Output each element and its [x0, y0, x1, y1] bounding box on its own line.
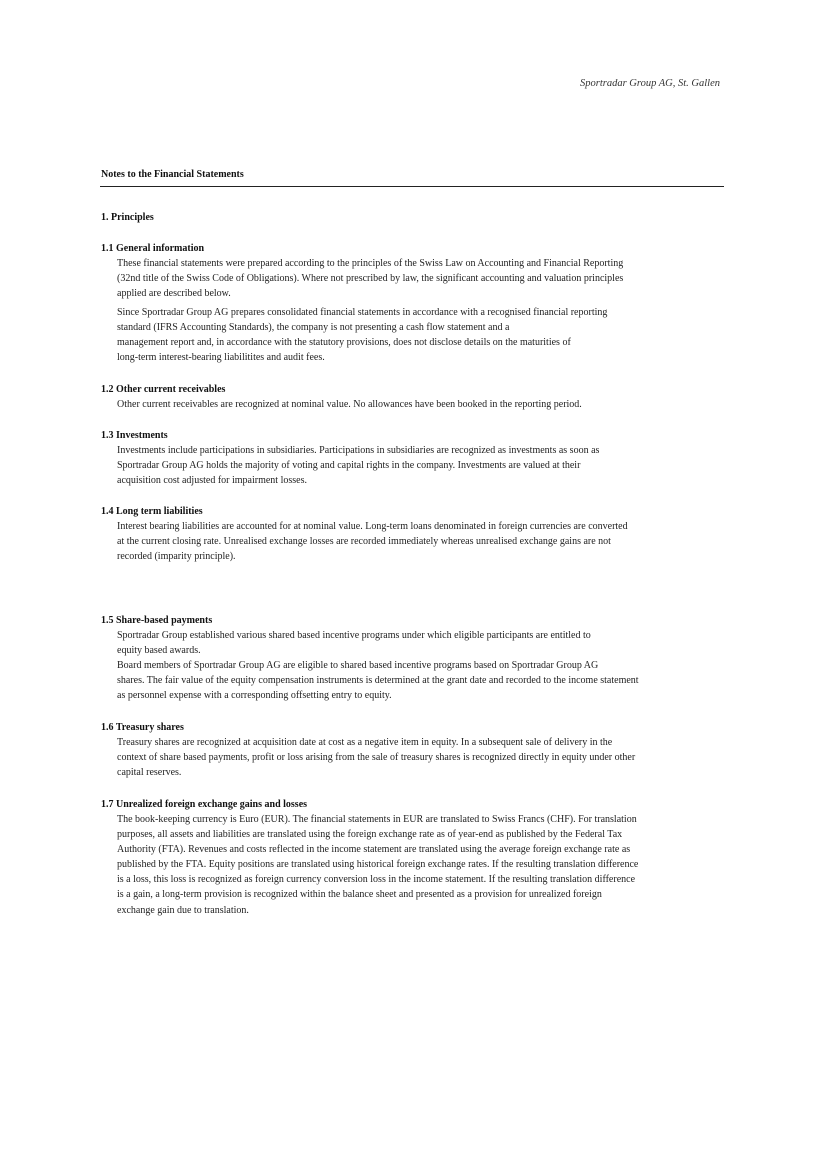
long-term-liabilities-heading: 1.4 Long term liabilities: [101, 506, 203, 517]
text-line: at the current closing rate. Unrealised exchange losses are recorded immediately whereas unrealised exchange gains are not: [117, 536, 611, 548]
general-information-paragraph-1: [117, 256, 726, 301]
text-line: Since Sportradar Group AG prepares consolidated financial statements in accordance with a recognised financial reporting: [117, 306, 608, 318]
text-line: exchange gain due to translation.: [117, 904, 249, 916]
other-current-receivables-body: [101, 397, 726, 412]
title-divider: [100, 186, 724, 187]
unrealized-fx-paragraph: [117, 812, 726, 918]
text-line: standard (IFRS Accounting Standards), the company is not presenting a cash flow statement and a: [117, 321, 510, 333]
long-term-liabilities-body: [101, 519, 726, 564]
text-line: published by the FTA. Equity positions are translated using historical foreign exchange rates. If the resulting translation difference: [117, 859, 639, 871]
other-current-receivables-heading: 1.2 Other current receivables: [101, 384, 226, 395]
investments-paragraph: [117, 443, 726, 488]
section-investments: [101, 428, 726, 488]
section-general-information: [101, 241, 726, 365]
text-line: The book-keeping currency is Euro (EUR). The financial statements in EUR are translated to Swiss Francs (CHF). For translation: [117, 814, 637, 825]
share-based-payments-heading: 1.5 Share-based payments: [101, 615, 213, 626]
share-based-payments-body: [101, 628, 726, 703]
text-line: management report and, in accordance with the statutory provisions, does not disclose details on the maturities of: [117, 336, 571, 348]
text-line: acquisition cost adjusted for impairment losses.: [117, 475, 307, 487]
general-information-heading: 1.1 General information: [101, 243, 205, 254]
text-line: Interest bearing liabilities are accounted for at nominal value. Long-term loans denominated in foreign currencies are converted: [117, 521, 628, 532]
header-company: Sportradar Group AG, St. Gallen: [579, 78, 720, 89]
long-term-liabilities-paragraph: [117, 519, 726, 564]
text-line: long-term interest-bearing liabilitites and audit fees.: [117, 352, 325, 364]
unrealized-fx-heading: 1.7 Unrealized foreign exchange gains and losses: [101, 799, 308, 810]
text-line: Other current receivables are recognized at nominal value. No allowances have been booked in the reporting period.: [117, 399, 582, 410]
text-line: Investments include participations in subsidiaries. Participations in subsidiaries are recognized as investments as soon as: [117, 445, 600, 456]
other-current-receivables-paragraph: [117, 397, 726, 412]
text-line: capital reserves.: [117, 767, 182, 779]
section-treasury-shares: [101, 720, 726, 780]
section-principles: [101, 210, 726, 225]
treasury-shares-heading: 1.6 Treasury shares: [101, 722, 184, 733]
treasury-shares-body: [101, 735, 726, 780]
text-line: Authority (FTA). Revenues and costs reflected in the income statement are translated using the average foreign exchange rate as: [117, 844, 631, 856]
text-line: (32nd title of the Swiss Code of Obligations). Where not prescribed by law, the significant accounting and valuation principles: [117, 273, 624, 285]
text-line: as personnel expense with a corresponding offsetting entry to equity.: [117, 690, 392, 702]
text-line: recorded (imparity principle).: [117, 551, 236, 563]
principles-heading: 1. Principles: [101, 212, 154, 223]
text-line: These financial statements were prepared according to the principles of the Swiss Law on Accounting and Financial Reporting: [117, 258, 624, 269]
text-line: Board members of Sportradar Group AG are eligible to shared based incentive programs based on Sportradar Group AG: [117, 660, 599, 672]
unrealized-fx-body: [101, 812, 726, 918]
text-line: equity based awards.: [117, 645, 201, 657]
text-line: is a loss, this loss is recognized as foreign currency conversion loss in the income statement. If the resulting translation difference: [117, 874, 636, 886]
text-line: Sportradar Group AG holds the majority of voting and capital rights in the company. Investments are valued at their: [117, 460, 581, 472]
general-information-body: [101, 256, 726, 365]
investments-heading: 1.3 Investments: [101, 430, 168, 441]
text-line: context of share based payments, profit or loss arising from the sale of treasury shares is recognized directly in equity under other: [117, 752, 636, 764]
section-share-based-payments: [101, 613, 726, 703]
page-title: Notes to the Financial Statements: [101, 169, 244, 180]
general-information-paragraph-2: [117, 305, 726, 365]
section-unrealized-fx: [101, 797, 726, 918]
treasury-shares-paragraph: [117, 735, 726, 780]
section-long-term-liabilities: [101, 504, 726, 564]
share-based-payments-paragraph: [117, 628, 726, 703]
text-line: applied are described below.: [117, 288, 231, 300]
text-line: shares. The fair value of the equity compensation instruments is determined at the grant date and recorded to the income statement: [117, 675, 639, 687]
investments-body: [101, 443, 726, 488]
text-line: Sportradar Group established various shared based incentive programs under which eligible participants are entitled to: [117, 630, 591, 641]
text-line: purposes, all assets and liabilities are translated using the foreign exchange rate as of year-end as published by the Federal Tax: [117, 829, 623, 841]
text-line: is a gain, a long-term provision is recognized within the balance sheet and presented as a provision for unrealized foreign: [117, 889, 602, 901]
text-line: Treasury shares are recognized at acquisition date at cost as a negative item in equity. In a subsequent sale of delivery in the: [117, 737, 613, 748]
section-other-current-receivables: [101, 382, 726, 412]
